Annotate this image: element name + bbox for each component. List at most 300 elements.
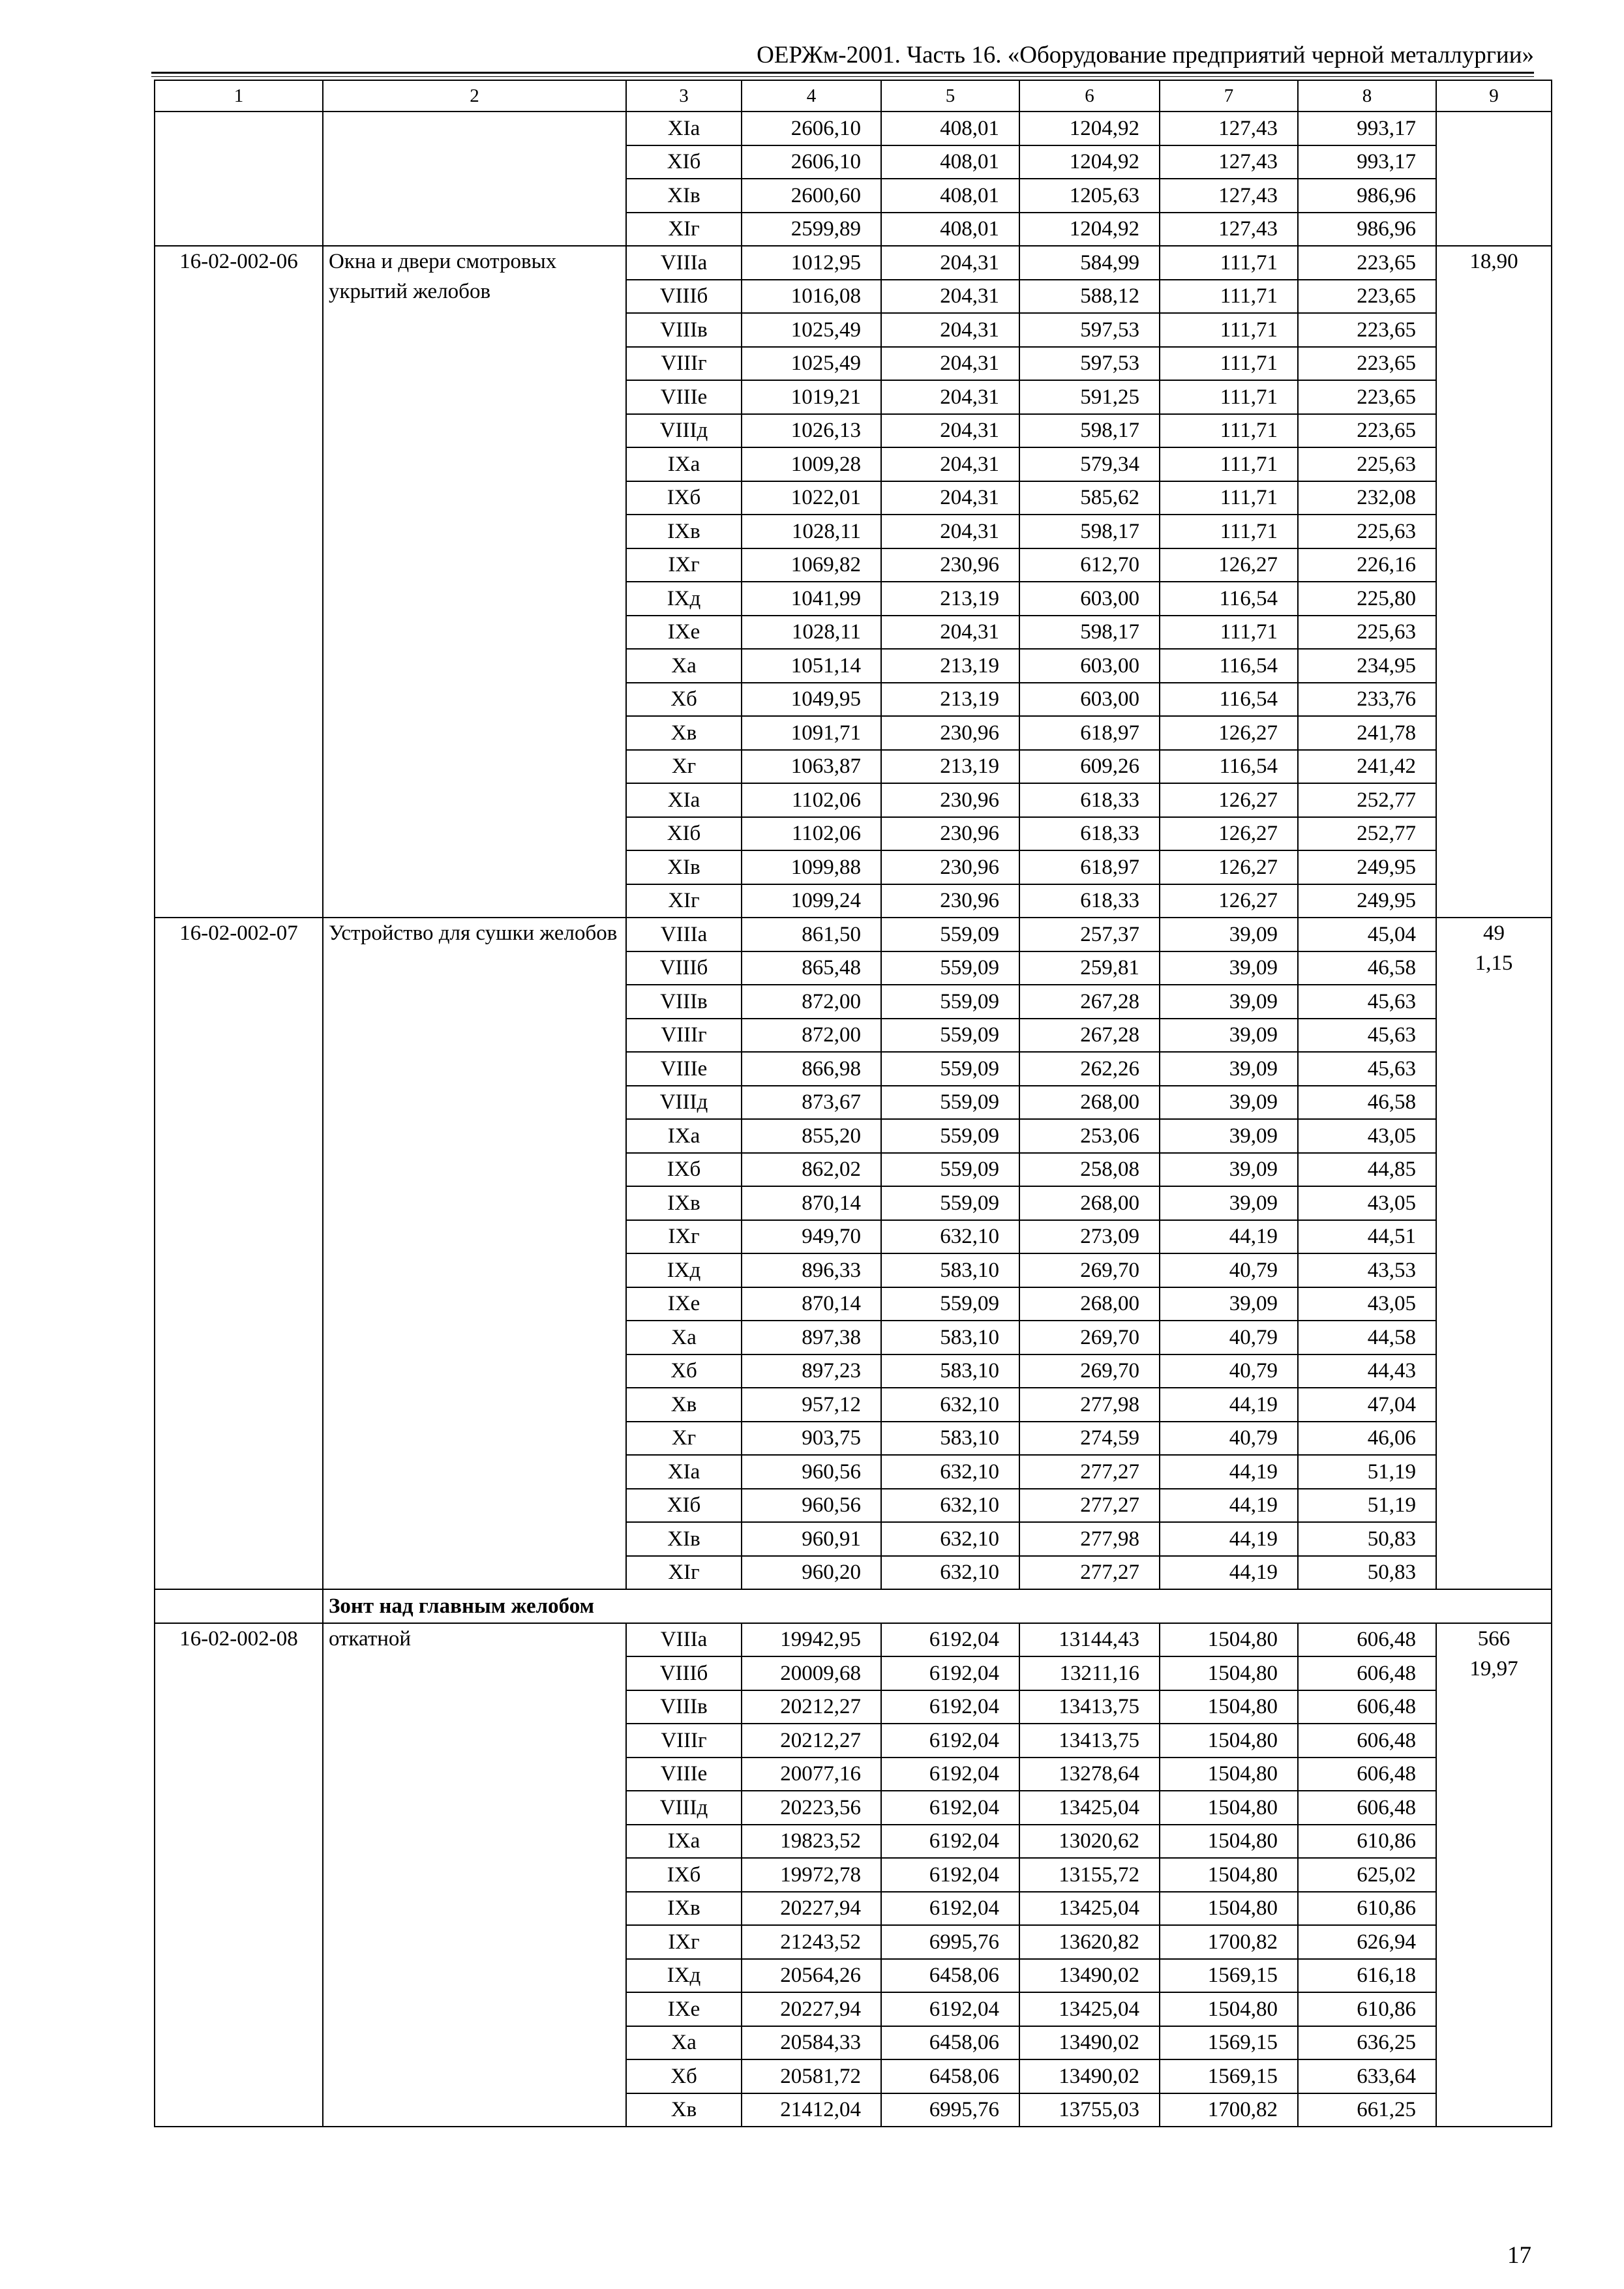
value-cell: 618,97: [1019, 716, 1160, 750]
value-cell: 258,08: [1019, 1153, 1160, 1187]
header-rule-thin: [151, 76, 1534, 77]
zone-cell: XIа: [626, 1455, 742, 1489]
value-cell: 872,00: [742, 985, 881, 1019]
value-cell: 46,58: [1298, 951, 1436, 985]
value-cell: 13211,16: [1019, 1656, 1160, 1690]
value-cell: 213,19: [881, 582, 1019, 616]
value-cell: 39,09: [1160, 1186, 1298, 1220]
zone-cell: VIIIв: [626, 313, 742, 347]
value-cell: 588,12: [1019, 280, 1160, 314]
value-cell: 1025,49: [742, 347, 881, 381]
col9-value: 566: [1477, 1626, 1511, 1651]
value-cell: 1019,21: [742, 380, 881, 414]
value-cell: 6192,04: [881, 1791, 1019, 1825]
value-cell: 225,80: [1298, 582, 1436, 616]
value-cell: 855,20: [742, 1119, 881, 1153]
value-cell: 598,17: [1019, 616, 1160, 650]
col9-value: 1,15: [1475, 951, 1513, 975]
value-cell: 583,10: [881, 1422, 1019, 1456]
value-cell: 2599,89: [742, 213, 881, 247]
table-row: [155, 1623, 1552, 1657]
value-cell: 234,95: [1298, 649, 1436, 683]
value-cell: 1504,80: [1160, 1758, 1298, 1791]
value-cell: 6192,04: [881, 1825, 1019, 1859]
value-cell: 45,63: [1298, 1052, 1436, 1086]
value-cell: 13144,43: [1019, 1623, 1160, 1657]
value-cell: 204,31: [881, 481, 1019, 515]
value-cell: 626,94: [1298, 1925, 1436, 1959]
header-rule: [151, 72, 1534, 74]
value-cell: 1504,80: [1160, 1992, 1298, 2026]
value-cell: 43,05: [1298, 1186, 1436, 1220]
value-cell: 6192,04: [881, 1992, 1019, 2026]
value-cell: 269,70: [1019, 1354, 1160, 1388]
value-cell: 19942,95: [742, 1623, 881, 1657]
value-cell: 225,63: [1298, 616, 1436, 650]
zone-cell: IXб: [626, 1153, 742, 1187]
table-row: [155, 112, 1552, 145]
zone-cell: XIб: [626, 1489, 742, 1523]
value-cell: 40,79: [1160, 1321, 1298, 1354]
value-cell: 897,23: [742, 1354, 881, 1388]
value-cell: 40,79: [1160, 1422, 1298, 1456]
zone-cell: VIIIб: [626, 951, 742, 985]
value-cell: 223,65: [1298, 313, 1436, 347]
zone-cell: XIг: [626, 213, 742, 247]
value-cell: 609,26: [1019, 750, 1160, 784]
value-cell: 583,10: [881, 1321, 1019, 1354]
value-cell: 1204,92: [1019, 213, 1160, 247]
column-number: 3: [626, 80, 742, 112]
column-number: 7: [1160, 80, 1298, 112]
value-cell: 598,17: [1019, 414, 1160, 448]
value-cell: 610,86: [1298, 1825, 1436, 1859]
value-cell: 6192,04: [881, 1858, 1019, 1892]
value-cell: 873,67: [742, 1086, 881, 1120]
value-cell: 51,19: [1298, 1455, 1436, 1489]
value-cell: 127,43: [1160, 179, 1298, 213]
value-cell: 204,31: [881, 313, 1019, 347]
value-cell: 1016,08: [742, 280, 881, 314]
value-cell: 126,27: [1160, 884, 1298, 918]
zone-cell: XIг: [626, 1556, 742, 1590]
value-cell: 111,71: [1160, 481, 1298, 515]
value-cell: 126,27: [1160, 783, 1298, 817]
value-cell: 606,48: [1298, 1690, 1436, 1724]
value-cell: 44,19: [1160, 1489, 1298, 1523]
value-cell: 46,06: [1298, 1422, 1436, 1456]
zone-cell: VIIIб: [626, 280, 742, 314]
zone-cell: IXг: [626, 548, 742, 582]
value-cell: 204,31: [881, 616, 1019, 650]
col9-cell: [1436, 918, 1552, 1589]
item-code: 16-02-002-06: [155, 246, 323, 918]
value-cell: 40,79: [1160, 1253, 1298, 1287]
value-cell: 43,53: [1298, 1253, 1436, 1287]
item-name: откатной: [323, 1623, 626, 2127]
item-code: 16-02-002-07: [155, 918, 323, 1589]
value-cell: 1569,15: [1160, 2059, 1298, 2093]
value-cell: 45,04: [1298, 918, 1436, 951]
value-cell: 1012,95: [742, 246, 881, 280]
value-cell: 6458,06: [881, 1959, 1019, 1993]
zone-cell: VIIIе: [626, 1052, 742, 1086]
value-cell: 269,70: [1019, 1321, 1160, 1354]
value-cell: 632,10: [881, 1522, 1019, 1556]
zone-cell: VIIIб: [626, 1656, 742, 1690]
value-cell: 993,17: [1298, 145, 1436, 179]
value-cell: 204,31: [881, 447, 1019, 481]
value-cell: 559,09: [881, 1153, 1019, 1187]
zone-cell: XIг: [626, 884, 742, 918]
value-cell: 606,48: [1298, 1791, 1436, 1825]
value-cell: 223,65: [1298, 380, 1436, 414]
value-cell: 116,54: [1160, 649, 1298, 683]
value-cell: 1204,92: [1019, 145, 1160, 179]
zone-cell: Xв: [626, 2093, 742, 2127]
value-cell: 253,06: [1019, 1119, 1160, 1153]
value-cell: 408,01: [881, 145, 1019, 179]
value-cell: 603,00: [1019, 683, 1160, 717]
value-cell: 957,12: [742, 1388, 881, 1422]
zone-cell: IXе: [626, 616, 742, 650]
value-cell: 1069,82: [742, 548, 881, 582]
value-cell: 277,27: [1019, 1556, 1160, 1590]
value-cell: 225,63: [1298, 447, 1436, 481]
value-cell: 241,78: [1298, 716, 1436, 750]
zone-cell: IXе: [626, 1287, 742, 1321]
zone-cell: Xг: [626, 1422, 742, 1456]
value-cell: 268,00: [1019, 1186, 1160, 1220]
value-cell: 6192,04: [881, 1758, 1019, 1791]
value-cell: 960,56: [742, 1455, 881, 1489]
value-cell: 277,27: [1019, 1489, 1160, 1523]
value-cell: 13490,02: [1019, 2026, 1160, 2060]
value-cell: 1504,80: [1160, 1623, 1298, 1657]
zone-cell: XIа: [626, 112, 742, 145]
zone-cell: VIIIг: [626, 1019, 742, 1053]
value-cell: 45,63: [1298, 985, 1436, 1019]
value-cell: 1063,87: [742, 750, 881, 784]
value-cell: 585,62: [1019, 481, 1160, 515]
value-cell: 13425,04: [1019, 1892, 1160, 1926]
value-cell: 51,19: [1298, 1489, 1436, 1523]
value-cell: 230,96: [881, 783, 1019, 817]
value-cell: 44,58: [1298, 1321, 1436, 1354]
value-cell: 1504,80: [1160, 1724, 1298, 1758]
value-cell: 268,00: [1019, 1086, 1160, 1120]
value-cell: 603,00: [1019, 582, 1160, 616]
value-cell: 1041,99: [742, 582, 881, 616]
zone-cell: VIIIв: [626, 985, 742, 1019]
value-cell: 960,20: [742, 1556, 881, 1590]
value-cell: 1504,80: [1160, 1791, 1298, 1825]
value-cell: 584,99: [1019, 246, 1160, 280]
value-cell: 225,63: [1298, 515, 1436, 548]
value-cell: 252,77: [1298, 817, 1436, 851]
value-cell: 39,09: [1160, 1086, 1298, 1120]
item-name: [323, 112, 626, 246]
value-cell: 116,54: [1160, 582, 1298, 616]
value-cell: 606,48: [1298, 1656, 1436, 1690]
value-cell: 1504,80: [1160, 1892, 1298, 1926]
value-cell: 1504,80: [1160, 1825, 1298, 1859]
value-cell: 606,48: [1298, 1623, 1436, 1657]
zone-cell: VIIIа: [626, 1623, 742, 1657]
value-cell: 408,01: [881, 213, 1019, 247]
value-cell: 111,71: [1160, 447, 1298, 481]
value-cell: 257,37: [1019, 918, 1160, 951]
item-code: [155, 112, 323, 246]
value-cell: 20581,72: [742, 2059, 881, 2093]
table-body: [155, 80, 1552, 2127]
zone-cell: Xг: [626, 750, 742, 784]
value-cell: 625,02: [1298, 1858, 1436, 1892]
zone-cell: XIв: [626, 850, 742, 884]
value-cell: 1569,15: [1160, 1959, 1298, 1993]
column-number: 5: [881, 80, 1019, 112]
value-cell: 1091,71: [742, 716, 881, 750]
zone-cell: VIIIа: [626, 246, 742, 280]
value-cell: 230,96: [881, 548, 1019, 582]
value-cell: 226,16: [1298, 548, 1436, 582]
value-cell: 223,65: [1298, 280, 1436, 314]
value-cell: 559,09: [881, 985, 1019, 1019]
value-cell: 204,31: [881, 380, 1019, 414]
zone-cell: VIIIг: [626, 1724, 742, 1758]
value-cell: 20212,27: [742, 1690, 881, 1724]
item-code: 16-02-002-08: [155, 1623, 323, 2127]
zone-cell: IXг: [626, 1925, 742, 1959]
value-cell: 632,10: [881, 1489, 1019, 1523]
zone-cell: Xб: [626, 2059, 742, 2093]
value-cell: 1504,80: [1160, 1858, 1298, 1892]
zone-cell: VIIIд: [626, 1086, 742, 1120]
value-cell: 20077,16: [742, 1758, 881, 1791]
value-cell: 6458,06: [881, 2026, 1019, 2060]
col9-value: 18,90: [1469, 250, 1518, 273]
value-cell: 47,04: [1298, 1388, 1436, 1422]
value-cell: 13490,02: [1019, 1959, 1160, 1993]
zone-cell: IXг: [626, 1220, 742, 1254]
value-cell: 1051,14: [742, 649, 881, 683]
zone-cell: IXд: [626, 1959, 742, 1993]
value-cell: 960,56: [742, 1489, 881, 1523]
value-cell: 230,96: [881, 884, 1019, 918]
value-cell: 111,71: [1160, 414, 1298, 448]
value-cell: 39,09: [1160, 1287, 1298, 1321]
value-cell: 223,65: [1298, 347, 1436, 381]
value-cell: 1700,82: [1160, 1925, 1298, 1959]
value-cell: 618,33: [1019, 884, 1160, 918]
value-cell: 262,26: [1019, 1052, 1160, 1086]
value-cell: 277,98: [1019, 1388, 1160, 1422]
value-cell: 126,27: [1160, 548, 1298, 582]
value-cell: 13425,04: [1019, 1791, 1160, 1825]
value-cell: 636,25: [1298, 2026, 1436, 2060]
value-cell: 13620,82: [1019, 1925, 1160, 1959]
table-row: [155, 246, 1552, 280]
value-cell: 20009,68: [742, 1656, 881, 1690]
zone-cell: Xа: [626, 1321, 742, 1354]
value-cell: 43,05: [1298, 1119, 1436, 1153]
zone-cell: VIIIг: [626, 347, 742, 381]
value-cell: 223,65: [1298, 414, 1436, 448]
value-cell: 612,70: [1019, 548, 1160, 582]
zone-cell: XIв: [626, 1522, 742, 1556]
value-cell: 127,43: [1160, 145, 1298, 179]
value-cell: 870,14: [742, 1186, 881, 1220]
value-cell: 13020,62: [1019, 1825, 1160, 1859]
col9-value: 49: [1483, 921, 1505, 945]
zone-cell: VIIIд: [626, 1791, 742, 1825]
value-cell: 960,91: [742, 1522, 881, 1556]
value-cell: 1025,49: [742, 313, 881, 347]
value-cell: 43,05: [1298, 1287, 1436, 1321]
value-cell: 559,09: [881, 951, 1019, 985]
value-cell: 632,10: [881, 1388, 1019, 1422]
value-cell: 269,70: [1019, 1253, 1160, 1287]
value-cell: 1028,11: [742, 616, 881, 650]
value-cell: 866,98: [742, 1052, 881, 1086]
value-cell: 6995,76: [881, 1925, 1019, 1959]
value-cell: 865,48: [742, 951, 881, 985]
value-cell: 204,31: [881, 246, 1019, 280]
value-cell: 408,01: [881, 112, 1019, 145]
value-cell: 116,54: [1160, 750, 1298, 784]
value-cell: 44,85: [1298, 1153, 1436, 1187]
value-cell: 111,71: [1160, 280, 1298, 314]
zone-cell: XIб: [626, 145, 742, 179]
value-cell: 13278,64: [1019, 1758, 1160, 1791]
value-cell: 259,81: [1019, 951, 1160, 985]
column-number: 1: [155, 80, 323, 112]
value-cell: 559,09: [881, 1186, 1019, 1220]
value-cell: 597,53: [1019, 347, 1160, 381]
value-cell: 897,38: [742, 1321, 881, 1354]
value-cell: 598,17: [1019, 515, 1160, 548]
value-cell: 579,34: [1019, 447, 1160, 481]
zone-cell: Xа: [626, 649, 742, 683]
col9-cell: [1436, 1623, 1552, 2127]
value-cell: 44,19: [1160, 1220, 1298, 1254]
value-cell: 603,00: [1019, 649, 1160, 683]
value-cell: 949,70: [742, 1220, 881, 1254]
zone-cell: IXв: [626, 1186, 742, 1220]
zone-cell: IXв: [626, 1892, 742, 1926]
value-cell: 632,10: [881, 1220, 1019, 1254]
value-cell: 50,83: [1298, 1522, 1436, 1556]
page-number: 17: [1507, 2242, 1531, 2269]
column-number: 4: [742, 80, 881, 112]
value-cell: 986,96: [1298, 179, 1436, 213]
value-cell: 1022,01: [742, 481, 881, 515]
zone-cell: VIIIа: [626, 918, 742, 951]
value-cell: 204,31: [881, 280, 1019, 314]
value-cell: 872,00: [742, 1019, 881, 1053]
column-number: 2: [323, 80, 626, 112]
value-cell: 39,09: [1160, 1153, 1298, 1187]
value-cell: 1504,80: [1160, 1656, 1298, 1690]
value-cell: 870,14: [742, 1287, 881, 1321]
column-number: 8: [1298, 80, 1436, 112]
value-cell: 274,59: [1019, 1422, 1160, 1456]
value-cell: 252,77: [1298, 783, 1436, 817]
value-cell: 39,09: [1160, 985, 1298, 1019]
value-cell: 21243,52: [742, 1925, 881, 1959]
value-cell: 13425,04: [1019, 1992, 1160, 2026]
value-cell: 44,19: [1160, 1388, 1298, 1422]
value-cell: 111,71: [1160, 616, 1298, 650]
zone-cell: IXб: [626, 1858, 742, 1892]
value-cell: 20227,94: [742, 1992, 881, 2026]
value-cell: 1009,28: [742, 447, 881, 481]
value-cell: 618,97: [1019, 850, 1160, 884]
value-cell: 6192,04: [881, 1623, 1019, 1657]
value-cell: 583,10: [881, 1354, 1019, 1388]
value-cell: 213,19: [881, 683, 1019, 717]
col9-value: 19,97: [1469, 1656, 1518, 1681]
value-cell: 230,96: [881, 817, 1019, 851]
value-cell: 618,33: [1019, 783, 1160, 817]
value-cell: 13413,75: [1019, 1690, 1160, 1724]
value-cell: 13755,03: [1019, 2093, 1160, 2127]
item-name: Устройство для сушки желобов: [323, 918, 626, 1589]
value-cell: 661,25: [1298, 2093, 1436, 2127]
value-cell: 39,09: [1160, 951, 1298, 985]
zone-cell: Xб: [626, 683, 742, 717]
value-cell: 21412,04: [742, 2093, 881, 2127]
value-cell: 606,48: [1298, 1724, 1436, 1758]
section-title: Зонт над главным желобом: [323, 1589, 1552, 1623]
value-cell: 559,09: [881, 1287, 1019, 1321]
zone-cell: XIб: [626, 817, 742, 851]
value-cell: 408,01: [881, 179, 1019, 213]
value-cell: 1204,92: [1019, 112, 1160, 145]
value-cell: 273,09: [1019, 1220, 1160, 1254]
value-cell: 559,09: [881, 1086, 1019, 1120]
zone-cell: VIIIд: [626, 414, 742, 448]
value-cell: 986,96: [1298, 213, 1436, 247]
value-cell: 2606,10: [742, 145, 881, 179]
value-cell: 1028,11: [742, 515, 881, 548]
value-cell: 2600,60: [742, 179, 881, 213]
value-cell: 1504,80: [1160, 1690, 1298, 1724]
value-cell: 6192,04: [881, 1656, 1019, 1690]
value-cell: 1099,88: [742, 850, 881, 884]
value-cell: 19823,52: [742, 1825, 881, 1859]
value-cell: 111,71: [1160, 246, 1298, 280]
value-cell: 618,33: [1019, 817, 1160, 851]
col9-cell: [1436, 112, 1552, 246]
value-cell: 44,43: [1298, 1354, 1436, 1388]
value-cell: 44,51: [1298, 1220, 1436, 1254]
zone-cell: VIIIе: [626, 1758, 742, 1791]
zone-cell: Xв: [626, 1388, 742, 1422]
value-cell: 46,58: [1298, 1086, 1436, 1120]
value-cell: 44,19: [1160, 1556, 1298, 1590]
zone-cell: Xа: [626, 2026, 742, 2060]
zone-cell: Xб: [626, 1354, 742, 1388]
value-cell: 6192,04: [881, 1690, 1019, 1724]
value-cell: 903,75: [742, 1422, 881, 1456]
value-cell: 6458,06: [881, 2059, 1019, 2093]
value-cell: 277,98: [1019, 1522, 1160, 1556]
value-cell: 39,09: [1160, 1052, 1298, 1086]
value-cell: 241,42: [1298, 750, 1436, 784]
value-cell: 116,54: [1160, 683, 1298, 717]
value-cell: 633,64: [1298, 2059, 1436, 2093]
